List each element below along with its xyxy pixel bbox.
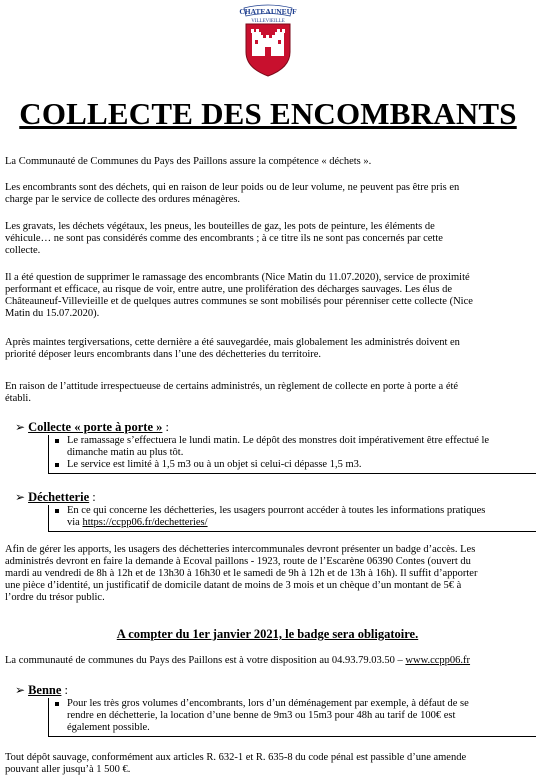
dechetterie-heading <box>15 490 96 504</box>
arrow-bullet-icon: ➢ <box>15 683 26 697</box>
list-item <box>55 698 536 734</box>
fine-line: pouvant aller jusqu’à 1 500 €. <box>5 764 131 775</box>
list-item-line: Pour les très gros volumes d’encombrants, lors d’un déménagement par exemple, à défaut de se <box>67 698 469 709</box>
website-link[interactable]: www.ccpp06.fr <box>405 655 471 666</box>
history-line: performant et efficace, au risque de voir, entre autre, une prolifération des décharges sauvages. Les élus de <box>5 284 452 295</box>
history-line: Il a été question de supprimer le ramassage des encombrants (Nice Matin du 11.07.2020), service de proximité <box>5 272 470 283</box>
rules-line: établi. <box>5 393 31 404</box>
list-item-line: Le service est limité à 1,5 m3 ou à un objet si celui-ci dépasse 1,5 m3. <box>67 459 362 470</box>
arrow-bullet-icon: ➢ <box>15 490 26 504</box>
heading-colon: : <box>162 420 169 434</box>
list-item-line: rendre en déchetterie, la location d’une benne de 9m3 ou 15m3 pour 48h au tarif de 100€ est <box>67 710 456 721</box>
definition-line: Les encombrants sont des déchets, qui en raison de leur poids ou de leur volume, ne peuvent pas être pris en <box>5 182 460 193</box>
rules-paragraph <box>5 381 530 405</box>
badge-info-line: Afin de gérer les apports, les usagers des déchetteries intercommunales devront présenter un badge d’accès. Les <box>5 544 476 555</box>
badge-info-line: une pièce d’identité, un justificatif de domicile datant de moins de 3 mois et un chèque d’un montant de 5€ à <box>5 580 462 591</box>
intro-text: La Communauté de Communes du Pays des Paillons assure la compétence « déchets ». <box>5 156 372 167</box>
list-item-line: dimanche matin au plus tôt. <box>67 447 184 458</box>
history-line: Châteauneuf-Villevieille et de quelques autres communes se sont mobilisés pour pérenniser cette collecte (Nice <box>5 296 473 307</box>
exclusions-line: véhicule… ne sont pas considérés comme des encombrants ; à ce titre ils ne sont pas concernés par cette <box>5 233 443 244</box>
list-item-line: En ce qui concerne les déchetteries, les usagers pourront accéder à toutes les informations pratiques <box>67 505 486 516</box>
chateauneuf-crest-logo <box>222 2 314 78</box>
arrow-bullet-icon: ➢ <box>15 420 26 434</box>
list-item-line <box>67 517 536 529</box>
saved-paragraph <box>5 337 530 361</box>
benne-list <box>48 698 536 737</box>
contact-paragraph <box>5 655 530 667</box>
fine-paragraph <box>5 752 530 776</box>
history-line: Matin du 15.07.2020). <box>5 308 100 319</box>
list-item <box>55 435 536 459</box>
dechetteries-link[interactable]: https://ccpp06.fr/dechetteries/ <box>82 517 208 528</box>
badge-info-paragraph <box>5 544 530 604</box>
door-collection-heading <box>15 420 169 434</box>
saved-line: Après maintes tergiversations, cette dernière a été sauvegardée, mais globalement les administrés doivent en <box>5 337 460 348</box>
door-collection-list <box>48 435 536 474</box>
saved-line: priorité déposer leurs encombrants dans l’une des déchetteries du territoire. <box>5 349 322 360</box>
list-item <box>55 505 536 529</box>
crest-sub-text: VILLEVIEILLE <box>251 19 285 24</box>
rules-line: En raison de l’attitude irrespectueuse de certains administrés, un règlement de collecte en porte à porte a été <box>5 381 459 392</box>
list-item-line: Le ramassage s’effectuera le lundi matin. Le dépôt des monstres doit impérativement être effectué le <box>67 435 490 446</box>
link-prefix: via <box>67 517 83 528</box>
intro-paragraph <box>5 156 530 168</box>
definition-paragraph <box>5 182 530 206</box>
exclusions-paragraph <box>5 221 530 257</box>
exclusions-line: Les gravats, les déchets végétaux, les pneus, les bouteilles de gaz, les pots de peinture, les éléments de <box>5 221 435 232</box>
badge-mandatory-notice: A compter du 1er janvier 2021, le badge sera obligatoire. <box>116 627 419 641</box>
heading-colon: : <box>61 683 69 697</box>
heading-colon: : <box>89 490 96 504</box>
benne-label: Benne <box>28 683 62 697</box>
contact-text: La communauté de communes du Pays des Paillons est à votre disposition au 04.93.79.03.50 – <box>5 655 406 666</box>
contact-line <box>5 655 530 667</box>
definition-line: charge par le service de collecte des ordures ménagères. <box>5 194 241 205</box>
page-title: COLLECTE DES ENCOMBRANTS <box>19 96 517 131</box>
badge-info-line: l’ordre du trésor public. <box>5 592 105 603</box>
badge-info-line: administrés devront en faire la demande à Ecoval paillons - 1923, route de l’Escarène 06390 Contes (ouvert du <box>5 556 471 567</box>
badge-info-line: mardi au vendredi de 8h à 12h et de 13h30 à 16h30 et le samedi de 9h à 12h et de 13h à 16h). Il suffit d’apporter <box>5 568 478 579</box>
benne-heading <box>15 683 68 697</box>
dechetterie-list <box>48 505 536 532</box>
list-item-line: également possible. <box>67 722 150 733</box>
exclusions-line: collecte. <box>5 245 41 256</box>
door-collection-label: Collecte « porte à porte » <box>28 420 163 434</box>
fine-line: Tout dépôt sauvage, conformément aux articles R. 632-1 et R. 635-8 du code pénal est passible d’une amende <box>5 752 467 763</box>
dechetterie-label: Déchetterie <box>28 490 90 504</box>
crest-banner-text: CHATEAUNEUF <box>239 7 297 16</box>
history-paragraph <box>5 272 530 320</box>
list-item <box>55 459 536 471</box>
